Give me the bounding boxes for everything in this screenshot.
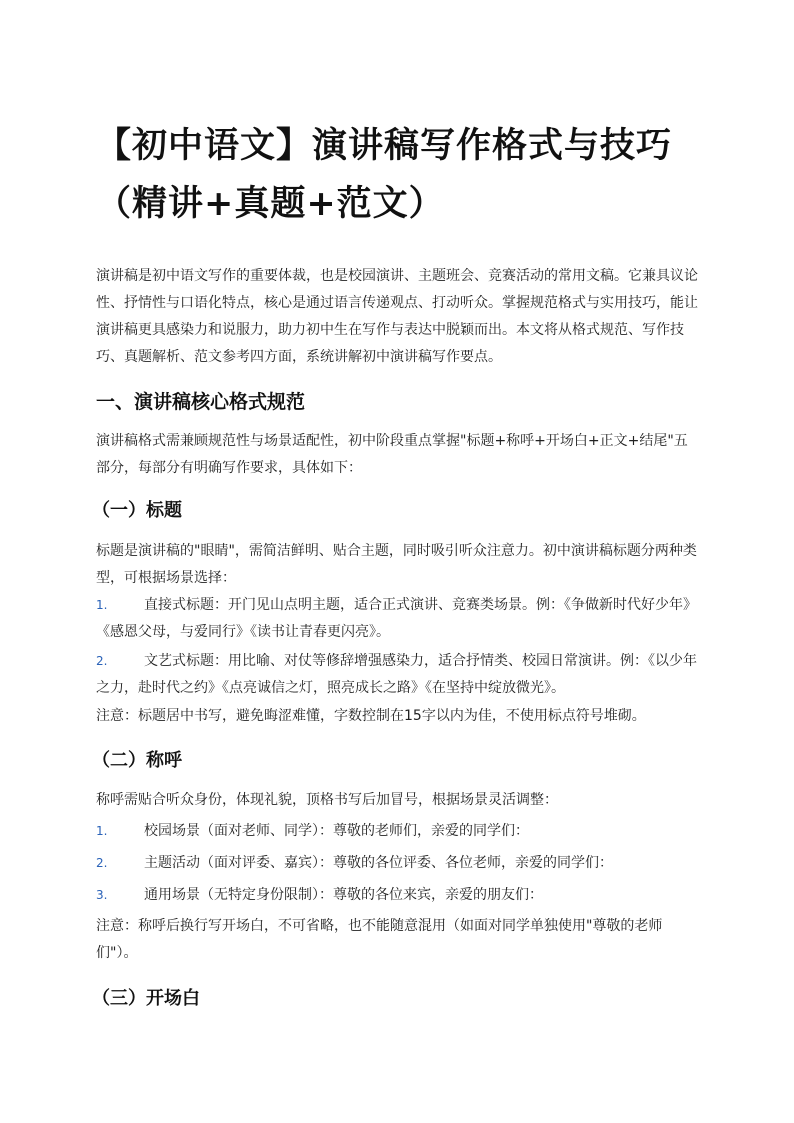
list-item: [96, 592, 700, 646]
subheading-title: （一）标题: [92, 500, 182, 521]
list-item: [96, 818, 700, 845]
list-number: 2.: [96, 654, 108, 668]
list-item: [96, 850, 700, 877]
list-item-text: 文艺式标题：用比喻、对仗等修辞增强感染力，适合抒情类、校园日常演讲。例：《以少年之力，赴时代之约》《点亮诚信之灯，照亮成长之路》《在坚持中绽放微光》。: [96, 653, 697, 696]
list-item-text: 校园场景（面对老师、同学）：尊敬的老师们，亲爱的同学们：: [144, 823, 529, 839]
salutation-note: 注意：称呼后换行写开场白，不可省略，也不能随意混用（如面对同学单独使用"尊敬的老师们"）。: [96, 918, 663, 961]
salutation-intro-paragraph: 称呼需贴合听众身份，体现礼貌，顶格书写后加冒号，根据场景灵活调整：: [96, 792, 558, 808]
title-note: 注意：标题居中书写，避免晦涩难懂，字数控制在15字以内为佳，不使用标点符号堆砌。: [96, 708, 646, 724]
title-intro-paragraph: 标题是演讲稿的"眼睛"，需简洁鲜明、贴合主题，同时吸引听众注意力。初中演讲稿标题分两种类型，可根据场景选择：: [96, 543, 697, 586]
intro-paragraph: 演讲稿是初中语文写作的重要体裁，也是校园演讲、主题班会、竞赛活动的常用文稿。它兼具议论性、抒情性与口语化特点，核心是通过语言传递观点、打动听众。掌握规范格式与实用技巧，能让演讲稿更具感染力和说服力，助力初中生在写作与表达中脱颖而出。本文将从格式规范、写作技巧、真题解析、范文参考四方面，系统讲解初中演讲稿写作要点。: [96, 268, 698, 365]
list-item-text: 通用场景（无特定身份限制）：尊敬的各位来宾，亲爱的朋友们：: [144, 887, 543, 903]
list-item-text: 主题活动（面对评委、嘉宾）：尊敬的各位评委、各位老师，亲爱的同学们：: [144, 855, 613, 871]
subheading-opening: （三）开场白: [92, 988, 200, 1009]
section-heading-format: 一、演讲稿核心格式规范: [96, 391, 306, 413]
list-number: 2.: [96, 856, 108, 870]
list-number: 3.: [96, 888, 108, 902]
list-number: 1.: [96, 598, 108, 612]
list-item-text: 直接式标题：开门见山点明主题，适合正式演讲、竞赛类场景。例：《争做新时代好少年》《感恩父母，与爱同行》《读书让青春更闪亮》。: [96, 597, 697, 640]
section-intro-paragraph: 演讲稿格式需兼顾规范性与场景适配性，初中阶段重点掌握"标题+称呼+开场白+正文+结尾"五部分，每部分有明确写作要求，具体如下：: [96, 433, 688, 476]
list-number: 1.: [96, 824, 108, 838]
list-item: [96, 648, 700, 702]
subheading-salutation: （二）称呼: [92, 750, 182, 771]
document-title: 【初中语文】演讲稿写作格式与技巧（精讲+真题+范文）: [96, 126, 673, 224]
list-item: [96, 882, 700, 909]
